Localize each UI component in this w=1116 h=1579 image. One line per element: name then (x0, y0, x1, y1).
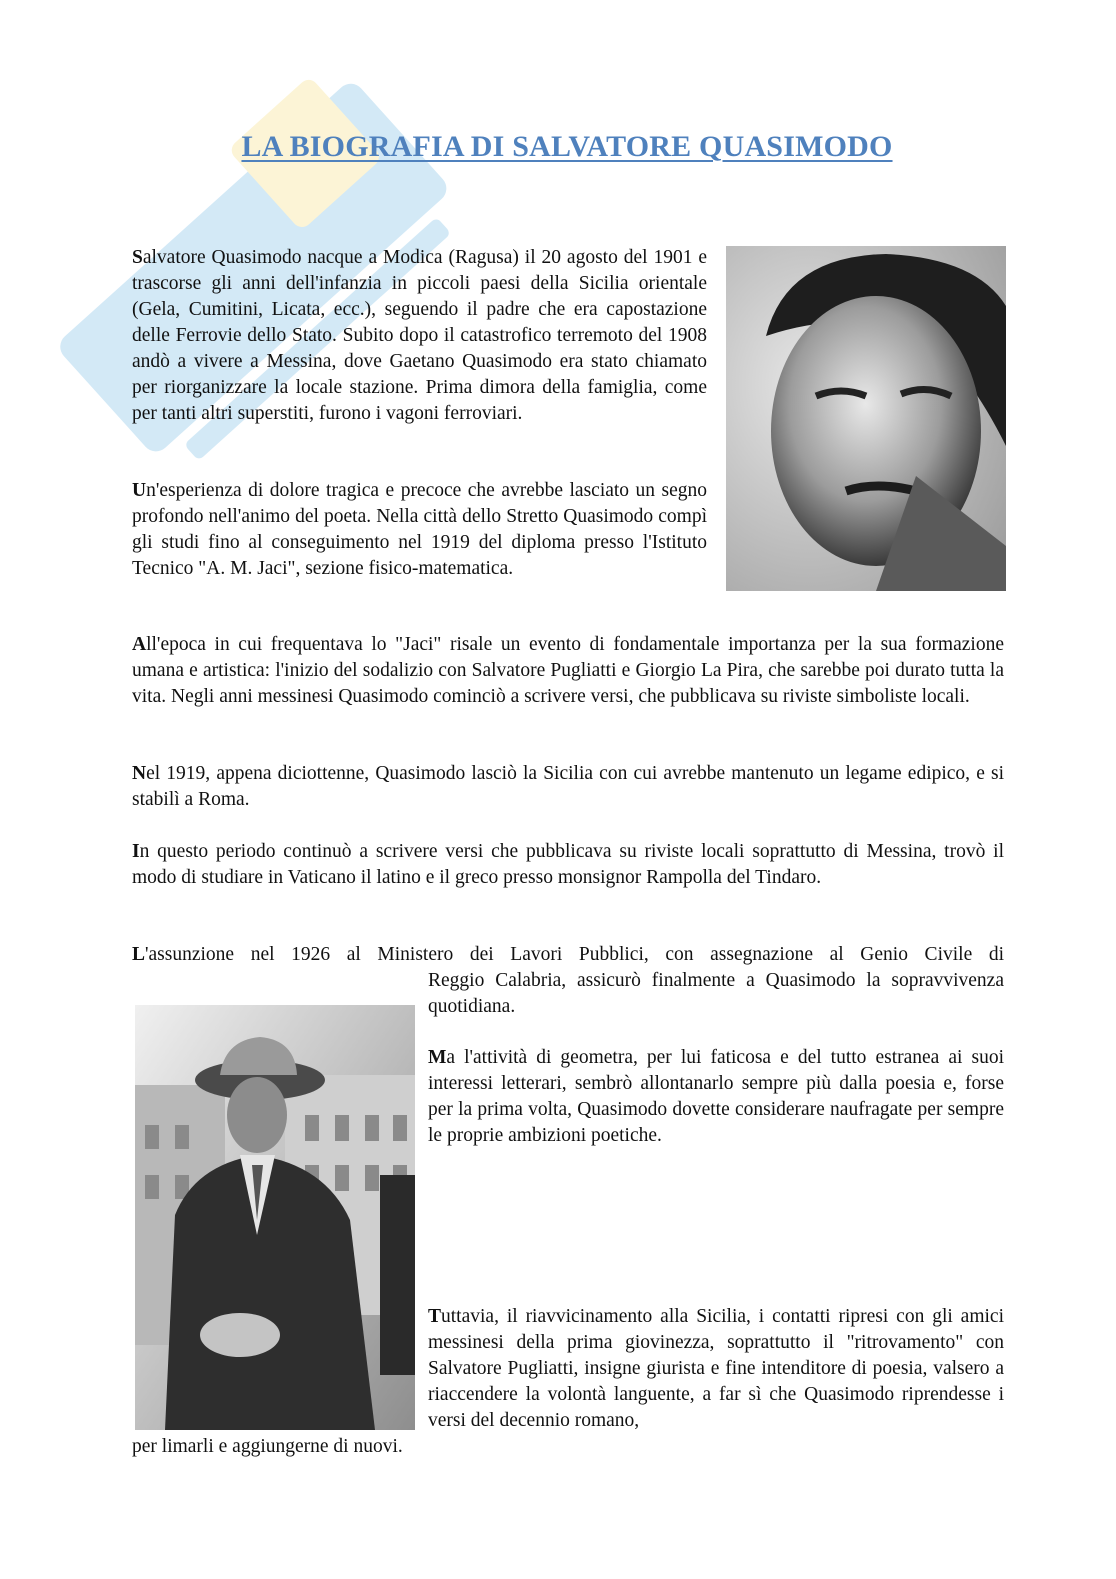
paragraph-4: Nel 1919, appena diciottenne, Quasimodo lasciò la Sicilia con cui avrebbe mantenuto un legame edipico, e si stabilì a Roma. (132, 763, 1004, 810)
paragraph-6-line-1: L'assunzione nel 1926 al Ministero dei Lavori Pubblici, con assegnazione al Genio Civile di (132, 944, 1004, 965)
paragraph-5: In questo periodo continuò a scrivere versi che pubblicava su riviste locali soprattutto di Messina, trovò il modo di studiare in Vaticano il latino e il greco presso monsignor Rampolla del Tindaro. (132, 841, 1004, 888)
paragraph-2: Un'esperienza di dolore tragica e precoce che avrebbe lasciato un segno profondo nell'animo del poeta. Nella città dello Stretto Quasimodo compì gli studi fino al conseguimento nel 1919 del diploma presso l'Istituto Tecnico "A. M. Jaci", sezione fisico-matematica. (132, 480, 707, 579)
paragraph-8-continued: per limarli e aggiungerne di nuovi. (132, 1436, 403, 1457)
paragraph-6-continued: Reggio Calabria, assicurò finalmente a Quasimodo la sopravvivenza quotidiana. (428, 970, 1004, 1017)
portrait-photo (726, 246, 1006, 591)
page-title: LA BIOGRAFIA DI SALVATORE QUASIMODO (241, 130, 893, 163)
paragraph-3: All'epoca in cui frequentava lo "Jaci" risale un evento di fondamentale importanza per la sua formazione umana e artistica: l'inizio del sodalizio con Salvatore Pugliatti e Giorgio La Pira, che sarebbe poi durato tutta la vita. Negli anni messinesi Quasimodo cominciò a scrivere versi, che pubblicava su riviste simboliste locali. (132, 634, 1004, 707)
standing-portrait-photo (135, 1005, 415, 1430)
paragraph-8: Tuttavia, il riavvicinamento alla Sicilia, i contatti ripresi con gli amici messinesi della prima giovinezza, soprattutto il "ritrovamento" con Salvatore Pugliatti, insigne giurista e fine intenditore di poesia, valsero a riaccendere la volontà languente, a far sì che Quasimodo riprendesse i versi del decennio romano, (428, 1306, 1004, 1431)
paragraph-1: Salvatore Quasimodo nacque a Modica (Ragusa) il 20 agosto del 1901 e trascorse gli anni dell'infanzia in piccoli paesi della Sicilia orientale (Gela, Cumitini, Licata, ecc.), seguendo il padre che era capostazione delle Ferrovie dello Stato. Subito dopo il catastrofico terremoto del 1908 andò a vivere a Messina, dove Gaetano Quasimodo era stato chiamato per riorganizzare la locale stazione. Prima dimora della famiglia, come per tanti altri superstiti, furono i vagoni ferroviari. (132, 247, 707, 424)
paragraph-7: Ma l'attività di geometra, per lui faticosa e del tutto estranea ai suoi interessi letterari, sembrò allontanarlo sempre più dalla poesia e, forse per la prima volta, Quasimodo dovette considerare naufragate per sempre le proprie ambizioni poetiche. (428, 1047, 1004, 1146)
